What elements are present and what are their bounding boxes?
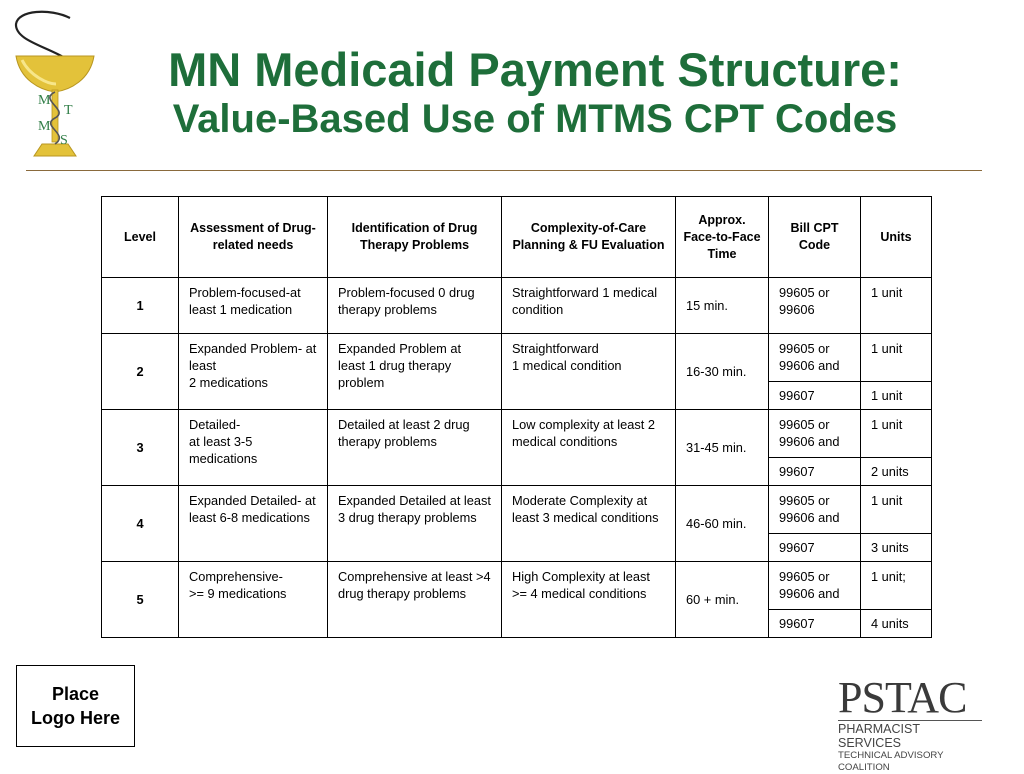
cell-identification: Comprehensive at least >4 drug therapy problems bbox=[328, 562, 502, 638]
logo-placeholder-line-1: Place bbox=[51, 684, 100, 704]
logo-placeholder bbox=[16, 665, 135, 747]
cell-cpt-code: 99607 bbox=[769, 610, 861, 638]
cell-assessment: Comprehensive- >= 9 medications bbox=[179, 562, 328, 638]
cell-units: 3 units bbox=[861, 534, 932, 562]
payment-structure-table bbox=[101, 196, 932, 638]
pstac-logo bbox=[838, 673, 986, 774]
cell-identification: Problem-focused 0 drug therapy problems bbox=[328, 278, 502, 334]
cell-cpt-code: 99605 or 99606 and bbox=[769, 410, 861, 458]
table-row bbox=[102, 334, 932, 382]
header-complexity: Complexity-of-Care Planning & FU Evaluation bbox=[502, 197, 676, 278]
table-header-row bbox=[102, 197, 932, 278]
cell-identification: Expanded Detailed at least 3 drug therapy problems bbox=[328, 486, 502, 562]
cell-assessment: Problem-focused-at least 1 medication bbox=[179, 278, 328, 334]
cell-level: 1 bbox=[102, 278, 179, 334]
cell-identification: Detailed at least 2 drug therapy problems bbox=[328, 410, 502, 486]
logo-letter-t: T bbox=[64, 103, 73, 118]
cell-cpt-code: 99605 or 99606 and bbox=[769, 486, 861, 534]
slide-title bbox=[110, 44, 960, 142]
cell-units: 1 unit bbox=[861, 334, 932, 382]
cell-time: 15 min. bbox=[676, 278, 769, 334]
logo-bowl bbox=[16, 56, 94, 92]
pstac-name: PSTAC bbox=[838, 673, 967, 722]
pstac-line-2: TECHNICAL ADVISORY COALITION bbox=[838, 750, 944, 773]
cell-identification: Expanded Problem at least 1 drug therapy problem bbox=[328, 334, 502, 410]
table-row bbox=[102, 486, 932, 534]
pstac-line-1: PHARMACIST SERVICES bbox=[838, 722, 920, 750]
logo-letter-m1: M bbox=[38, 93, 51, 108]
cell-level: 5 bbox=[102, 562, 179, 638]
title-divider bbox=[26, 170, 982, 171]
cell-complexity: Moderate Complexity at least 3 medical conditions bbox=[502, 486, 676, 562]
cell-units: 1 unit; bbox=[861, 562, 932, 610]
cell-assessment: Expanded Detailed- at least 6-8 medications bbox=[179, 486, 328, 562]
header-identification: Identification of Drug Therapy Problems bbox=[328, 197, 502, 278]
cell-units: 1 unit bbox=[861, 486, 932, 534]
logo-placeholder-line-2: Logo Here bbox=[30, 708, 120, 728]
cell-units: 4 units bbox=[861, 610, 932, 638]
title-line-1: MN Medicaid Payment Structure: bbox=[168, 43, 902, 96]
cell-time: 60 + min. bbox=[676, 562, 769, 638]
cell-units: 2 units bbox=[861, 458, 932, 486]
cell-assessment: Expanded Problem- at least 2 medications bbox=[179, 334, 328, 410]
cell-complexity: Straightforward 1 medical condition bbox=[502, 334, 676, 410]
logo-letter-m2: M bbox=[38, 119, 51, 134]
cell-level: 2 bbox=[102, 334, 179, 410]
logo-snake-curl bbox=[16, 12, 70, 58]
cell-complexity: Low complexity at least 2 medical conditions bbox=[502, 410, 676, 486]
cell-cpt-code: 99605 or 99606 bbox=[769, 278, 861, 334]
cell-time: 16-30 min. bbox=[676, 334, 769, 410]
table-row bbox=[102, 562, 932, 610]
cell-complexity: High Complexity at least >= 4 medical conditions bbox=[502, 562, 676, 638]
cell-cpt-code: 99607 bbox=[769, 458, 861, 486]
cell-level: 3 bbox=[102, 410, 179, 486]
cell-units: 1 unit bbox=[861, 410, 932, 458]
logo-base bbox=[34, 144, 76, 156]
header-assessment: Assessment of Drug-related needs bbox=[179, 197, 328, 278]
cell-units: 1 unit bbox=[861, 278, 932, 334]
mtms-logo-icon bbox=[10, 6, 100, 158]
logo-letter-s: S bbox=[60, 133, 68, 148]
header-cpt-code: Bill CPT Code bbox=[769, 197, 861, 278]
cell-cpt-code: 99607 bbox=[769, 382, 861, 410]
cell-cpt-code: 99605 or 99606 and bbox=[769, 334, 861, 382]
cell-cpt-code: 99605 or 99606 and bbox=[769, 562, 861, 610]
cell-complexity: Straightforward 1 medical condition bbox=[502, 278, 676, 334]
header-time: Approx. Face-to-Face Time bbox=[676, 197, 769, 278]
header-units: Units bbox=[861, 197, 932, 278]
title-line-2: Value-Based Use of MTMS CPT Codes bbox=[172, 97, 898, 141]
table-row bbox=[102, 410, 932, 458]
cell-level: 4 bbox=[102, 486, 179, 562]
cell-assessment: Detailed- at least 3-5 medications bbox=[179, 410, 328, 486]
cell-time: 31-45 min. bbox=[676, 410, 769, 486]
cell-cpt-code: 99607 bbox=[769, 534, 861, 562]
cell-time: 46-60 min. bbox=[676, 486, 769, 562]
table-row bbox=[102, 278, 932, 334]
header-level: Level bbox=[102, 197, 179, 278]
cell-units: 1 unit bbox=[861, 382, 932, 410]
